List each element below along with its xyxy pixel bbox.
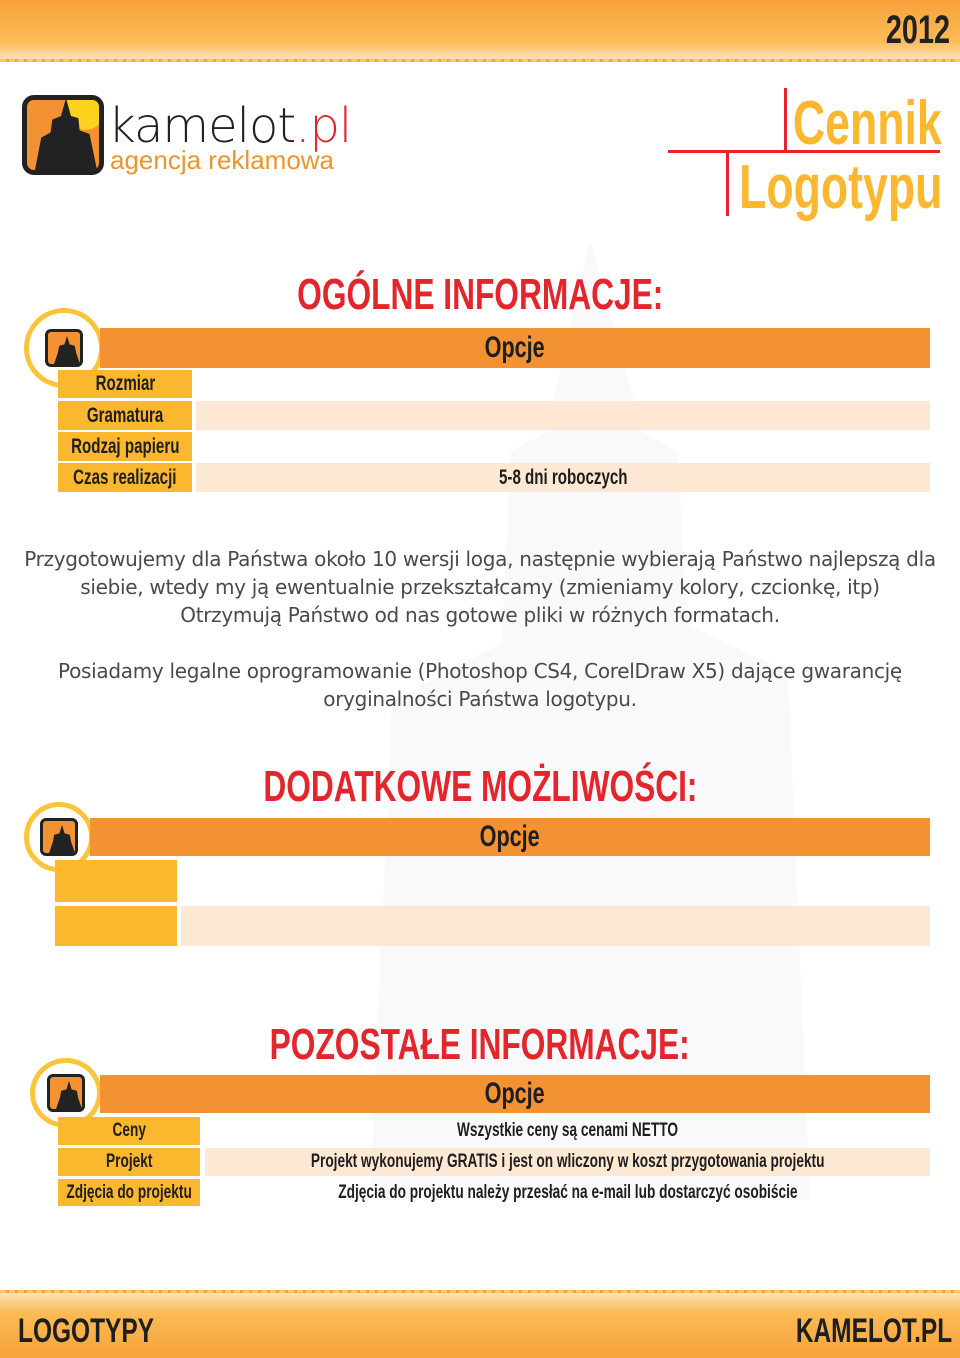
row-label: Gramatura (58, 401, 192, 430)
logo-wordmark: kamelot.pl (108, 98, 352, 154)
title-cennik: Cennik (793, 89, 942, 158)
row-value: Projekt wykonujemy GRATIS i jest on wliczony w koszt przygotowania projektu (205, 1148, 930, 1176)
section-title: DODATKOWE MOŻLIWOŚCI: (262, 762, 698, 811)
row-value (196, 370, 930, 398)
row-value: Zdjęcia do projektu należy przesłać na e-mail lub dostarczyć osobiście (337, 1181, 798, 1203)
top-band (0, 0, 960, 62)
row-value (181, 906, 930, 946)
row-label (55, 860, 177, 902)
table-header: Opcje (100, 1075, 930, 1113)
logo-tagline: agencja reklamowa (110, 145, 335, 175)
section-title: POZOSTAŁE INFORMACJE: (269, 1020, 691, 1069)
row-label: Rozmiar (58, 370, 192, 398)
description-paragraph-1: Przygotowujemy dla Państwa około 10 wersji loga, następnie wybierają Państwo najlepszą dla siebie, wtedy my ją ewentualnie przekształcamy (zmieniamy kolory, czcionkę, itp) Otrzymują Państwo od nas gotowe pliki w różnych formatach. (24, 547, 936, 627)
row-value (196, 401, 930, 430)
row-value: 5-8 dni roboczych (196, 463, 930, 492)
row-label: Czas realizacji (58, 463, 192, 492)
row-label (55, 906, 177, 946)
row-label: Ceny (58, 1117, 200, 1145)
year: 2012 (885, 8, 950, 52)
row-value (181, 860, 930, 902)
footer-left: LOGOTYPY (18, 1312, 155, 1350)
row-label: Zdjęcia do projektu (58, 1179, 200, 1206)
title-logotypu: Logotypu (738, 153, 942, 222)
row-label: Projekt (58, 1148, 200, 1176)
row-label: Rodzaj papieru (58, 432, 192, 461)
description-paragraph-2: Posiadamy legalne oprogramowanie (Photoshop CS4, CorelDraw X5) dające gwarancję oryginalności Państwa logotypu. (58, 659, 902, 711)
section-title: OGÓLNE INFORMACJE: (296, 270, 664, 319)
row-value: Wszystkie ceny są cenami NETTO (456, 1120, 678, 1141)
footer-right: KAMELOT.PL (795, 1312, 952, 1350)
table-header: Opcje (100, 328, 930, 368)
logo-castle-icon (22, 95, 104, 175)
row-value (196, 432, 930, 461)
table-header: Opcje (90, 818, 930, 856)
